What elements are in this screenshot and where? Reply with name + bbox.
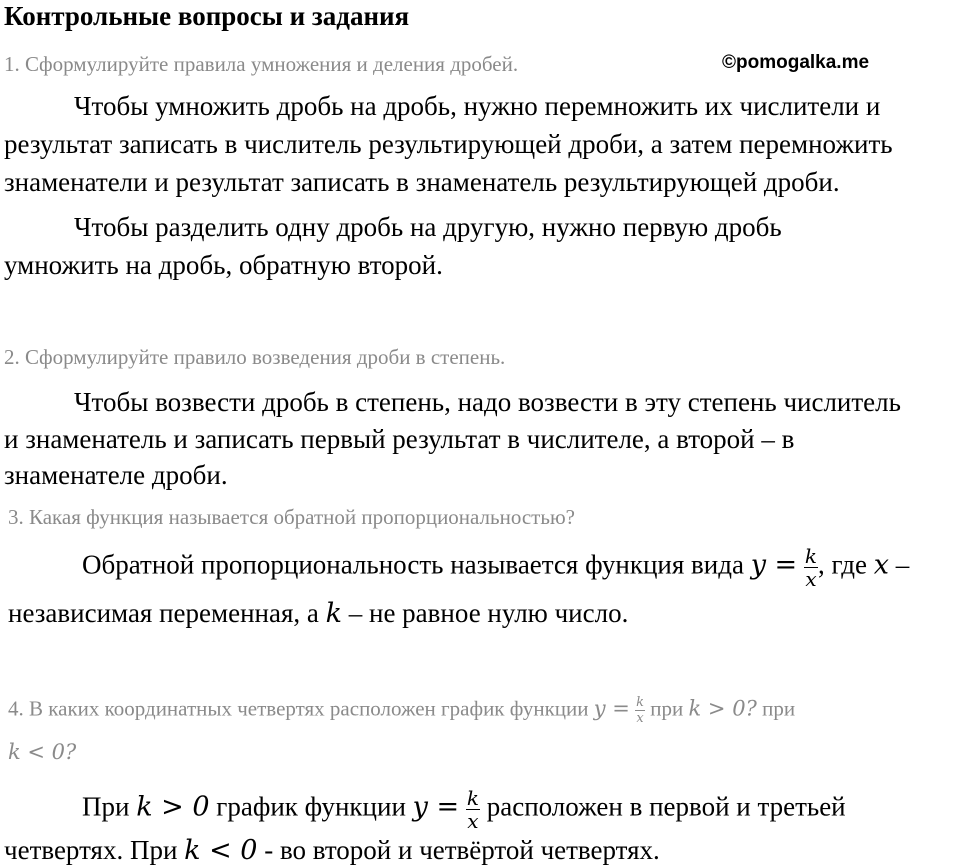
answer-1a-line-1: Чтобы умножить дробь на дробь, нужно перемножить их числители и	[74, 91, 881, 121]
watermark: ©pomogalka.me	[722, 52, 870, 73]
answer-3-line-1: Обратной пропорциональность называется функция вида y = $\frac{k}{x}$ , где x –	[82, 544, 910, 591]
answer-2-line-1: Чтобы возвести дробь в степень, надо возвести в эту степень числитель	[74, 387, 901, 417]
answer-3-line-2: независимая переменная, а k – не равное нулю число.	[8, 598, 629, 629]
answer-1b-line-1: Чтобы разделить одну дробь на другую, нужно первую дробь	[74, 212, 782, 242]
question-1: 1. Сформулируйте правила умножения и деления дробей.	[4, 52, 519, 76]
answer-4-line-1: При k > 0 график функции y = $\frac{k}{x}$ расположен в первой и третьей	[82, 786, 846, 833]
formula-lhs: y =	[750, 549, 798, 581]
answer-1a-line-3: знаменатели и результат записать в знаменатель результирующей дроби.	[4, 167, 840, 197]
question-3: 3. Какая функция называется обратной пропорциональностью?	[8, 505, 575, 529]
question-4-line-2: k < 0?	[8, 740, 77, 764]
fraction-k-over-x: $\frac{k}{x}$	[804, 544, 818, 591]
answer-2-line-3: знаменателе дроби.	[4, 460, 228, 490]
answer-1a-line-2: результат записать в числитель результирующей дроби, а затем перемножить	[4, 129, 893, 159]
fraction-k-over-x: $\frac{k}{x}$	[466, 786, 479, 833]
page-title: Контрольные вопросы и задания	[4, 1, 410, 31]
answer-1b-line-2: умножить на дробь, обратную второй.	[4, 250, 443, 280]
answer-4-line-2: четвертях. При k < 0 - во второй и четвёртой четвертях.	[4, 835, 660, 866]
fraction-k-over-x: $\frac{k}{x}$	[636, 695, 645, 726]
question-4-line-1: 4. В каких координатных четвертях расположен график функции y = $\frac{k}{x}$ при k > 0? при	[8, 695, 796, 726]
question-2: 2. Сформулируйте правило возведения дроби в степень.	[4, 345, 506, 369]
answer-2-line-2: и знаменатель и записать первый результат в числителе, а второй – в	[4, 424, 795, 454]
